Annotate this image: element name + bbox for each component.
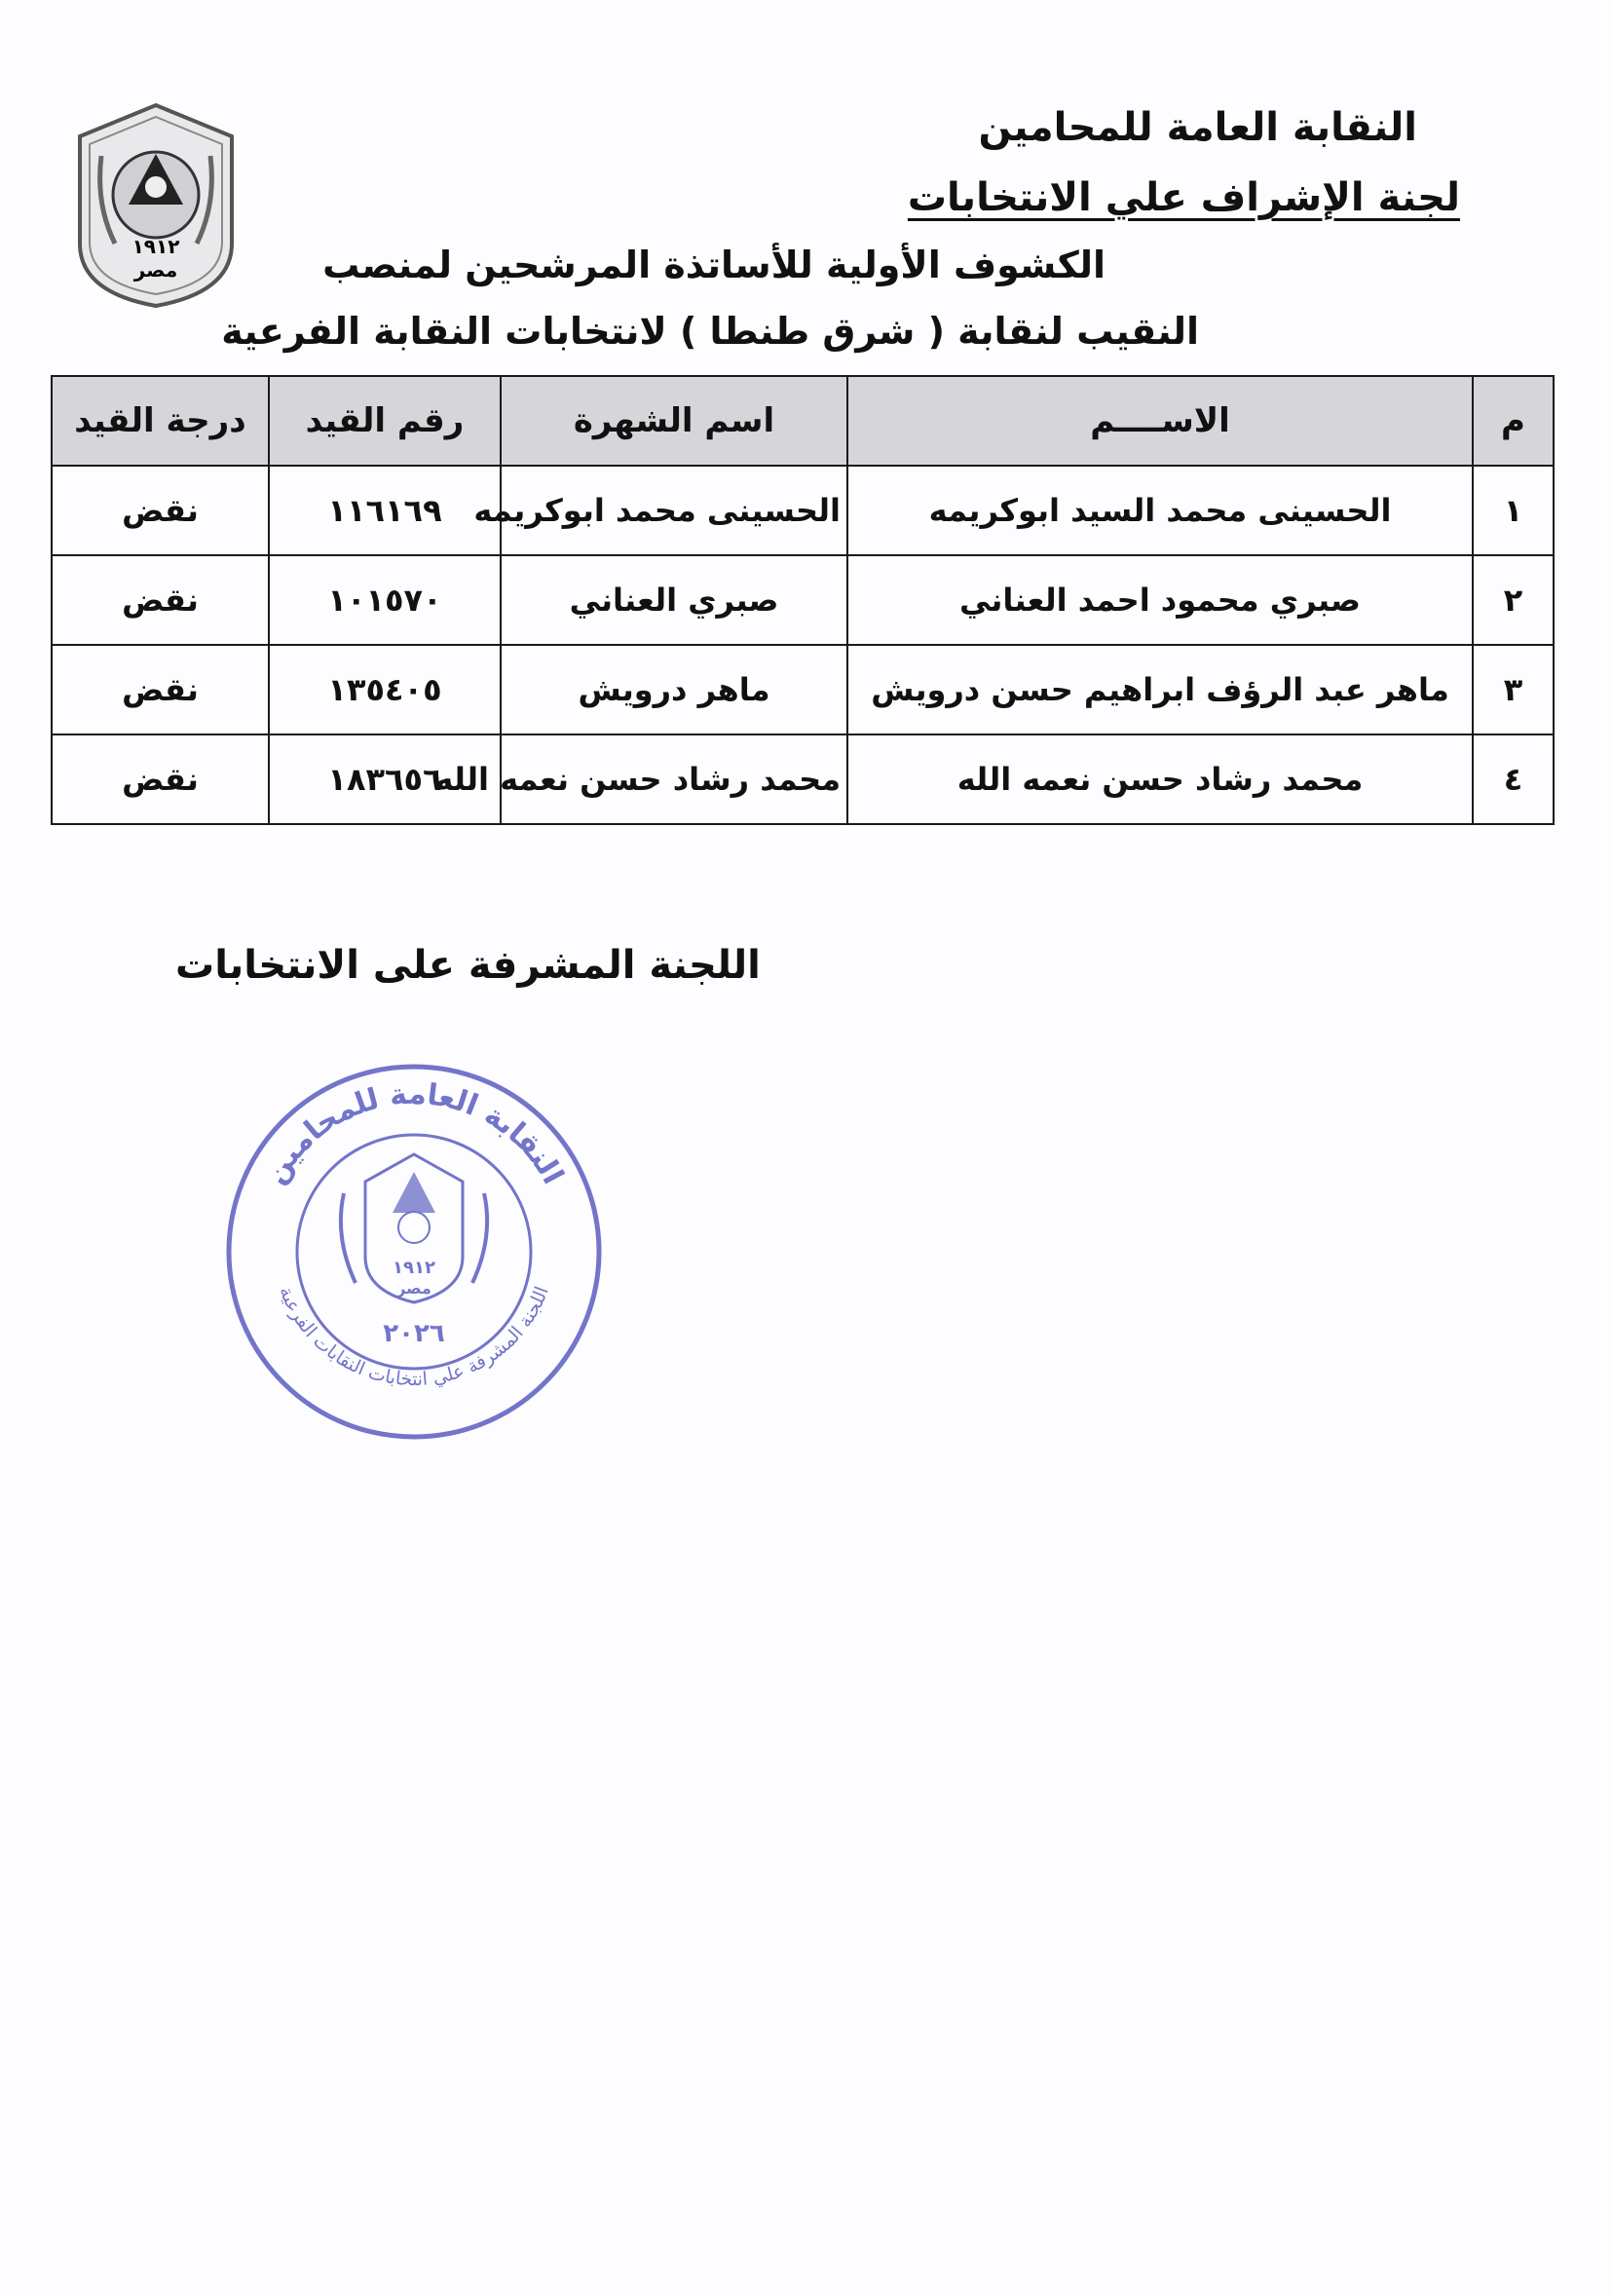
cell-name: الحسينى محمد السيد ابوكريمه: [847, 466, 1473, 555]
stamp-bottom-text: اللجنة المشرفة علي انتخابات النقابات الفرعية: [275, 1283, 553, 1391]
stamp-founded-year: ١٩١٢: [393, 1258, 435, 1278]
cell-known-as: محمد رشاد حسن نعمه الله: [501, 734, 847, 824]
cell-registration-grade: نقض: [52, 645, 269, 734]
bar-association-logo: [68, 97, 244, 312]
cell-index: ٢: [1473, 555, 1554, 645]
cell-name: صبري محمود احمد العناني: [847, 555, 1473, 645]
cell-registration-number: ١١٦١٦٩: [269, 466, 501, 555]
column-header-registration-grade: درجة القيد: [52, 376, 269, 466]
stamp-year: ٢٠٢٦: [383, 1319, 445, 1348]
cell-known-as: الحسينى محمد ابوكريمه: [501, 466, 847, 555]
committee-title: لجنة الإشراف علي الانتخابات: [907, 175, 1460, 220]
column-header-index: م: [1473, 376, 1554, 466]
candidates-table: [51, 375, 1555, 825]
cell-index: ٤: [1473, 734, 1554, 824]
stamp-outer-text: النقابة العامة للمحامين: [258, 1076, 571, 1190]
logo-country: مصر: [133, 258, 178, 282]
column-header-known-as: اسم الشهرة: [501, 376, 847, 466]
column-header-name: الاســــم: [847, 376, 1473, 466]
cell-known-as: ماهر درويش: [501, 645, 847, 734]
cell-registration-grade: نقض: [52, 734, 269, 824]
cell-registration-grade: نقض: [52, 555, 269, 645]
column-header-registration-number: رقم القيد: [269, 376, 501, 466]
logo-year: ١٩١٢: [131, 235, 180, 258]
table-row: [52, 555, 1554, 645]
cell-registration-grade: نقض: [52, 466, 269, 555]
list-subtitle: النقيب لنقابة ( شرق طنطا ) لانتخابات النقابة الفرعية: [221, 310, 1199, 353]
cell-name: ماهر عبد الرؤف ابراهيم حسن درويش: [847, 645, 1473, 734]
stamp-country: مصر: [396, 1279, 431, 1298]
official-stamp: [219, 1057, 609, 1447]
org-title: النقابة العامة للمحامين: [978, 105, 1417, 150]
cell-name: محمد رشاد حسن نعمه الله: [847, 734, 1473, 824]
cell-index: ١: [1473, 466, 1554, 555]
cell-known-as: صبري العناني: [501, 555, 847, 645]
table-header-row: [52, 376, 1554, 466]
cell-registration-number: ١٠١٥٧٠: [269, 555, 501, 645]
cell-registration-number: ١٣٥٤٠٥: [269, 645, 501, 734]
list-title: الكشوف الأولية للأساتذة المرشحين لمنصب: [322, 244, 1106, 286]
table-row: [52, 466, 1554, 555]
table-row: [52, 645, 1554, 734]
committee-signature: اللجنة المشرفة على الانتخابات: [175, 943, 761, 988]
cell-index: ٣: [1473, 645, 1554, 734]
table-row: [52, 734, 1554, 824]
cell-registration-number: ١٨٣٦٥٦: [269, 734, 501, 824]
